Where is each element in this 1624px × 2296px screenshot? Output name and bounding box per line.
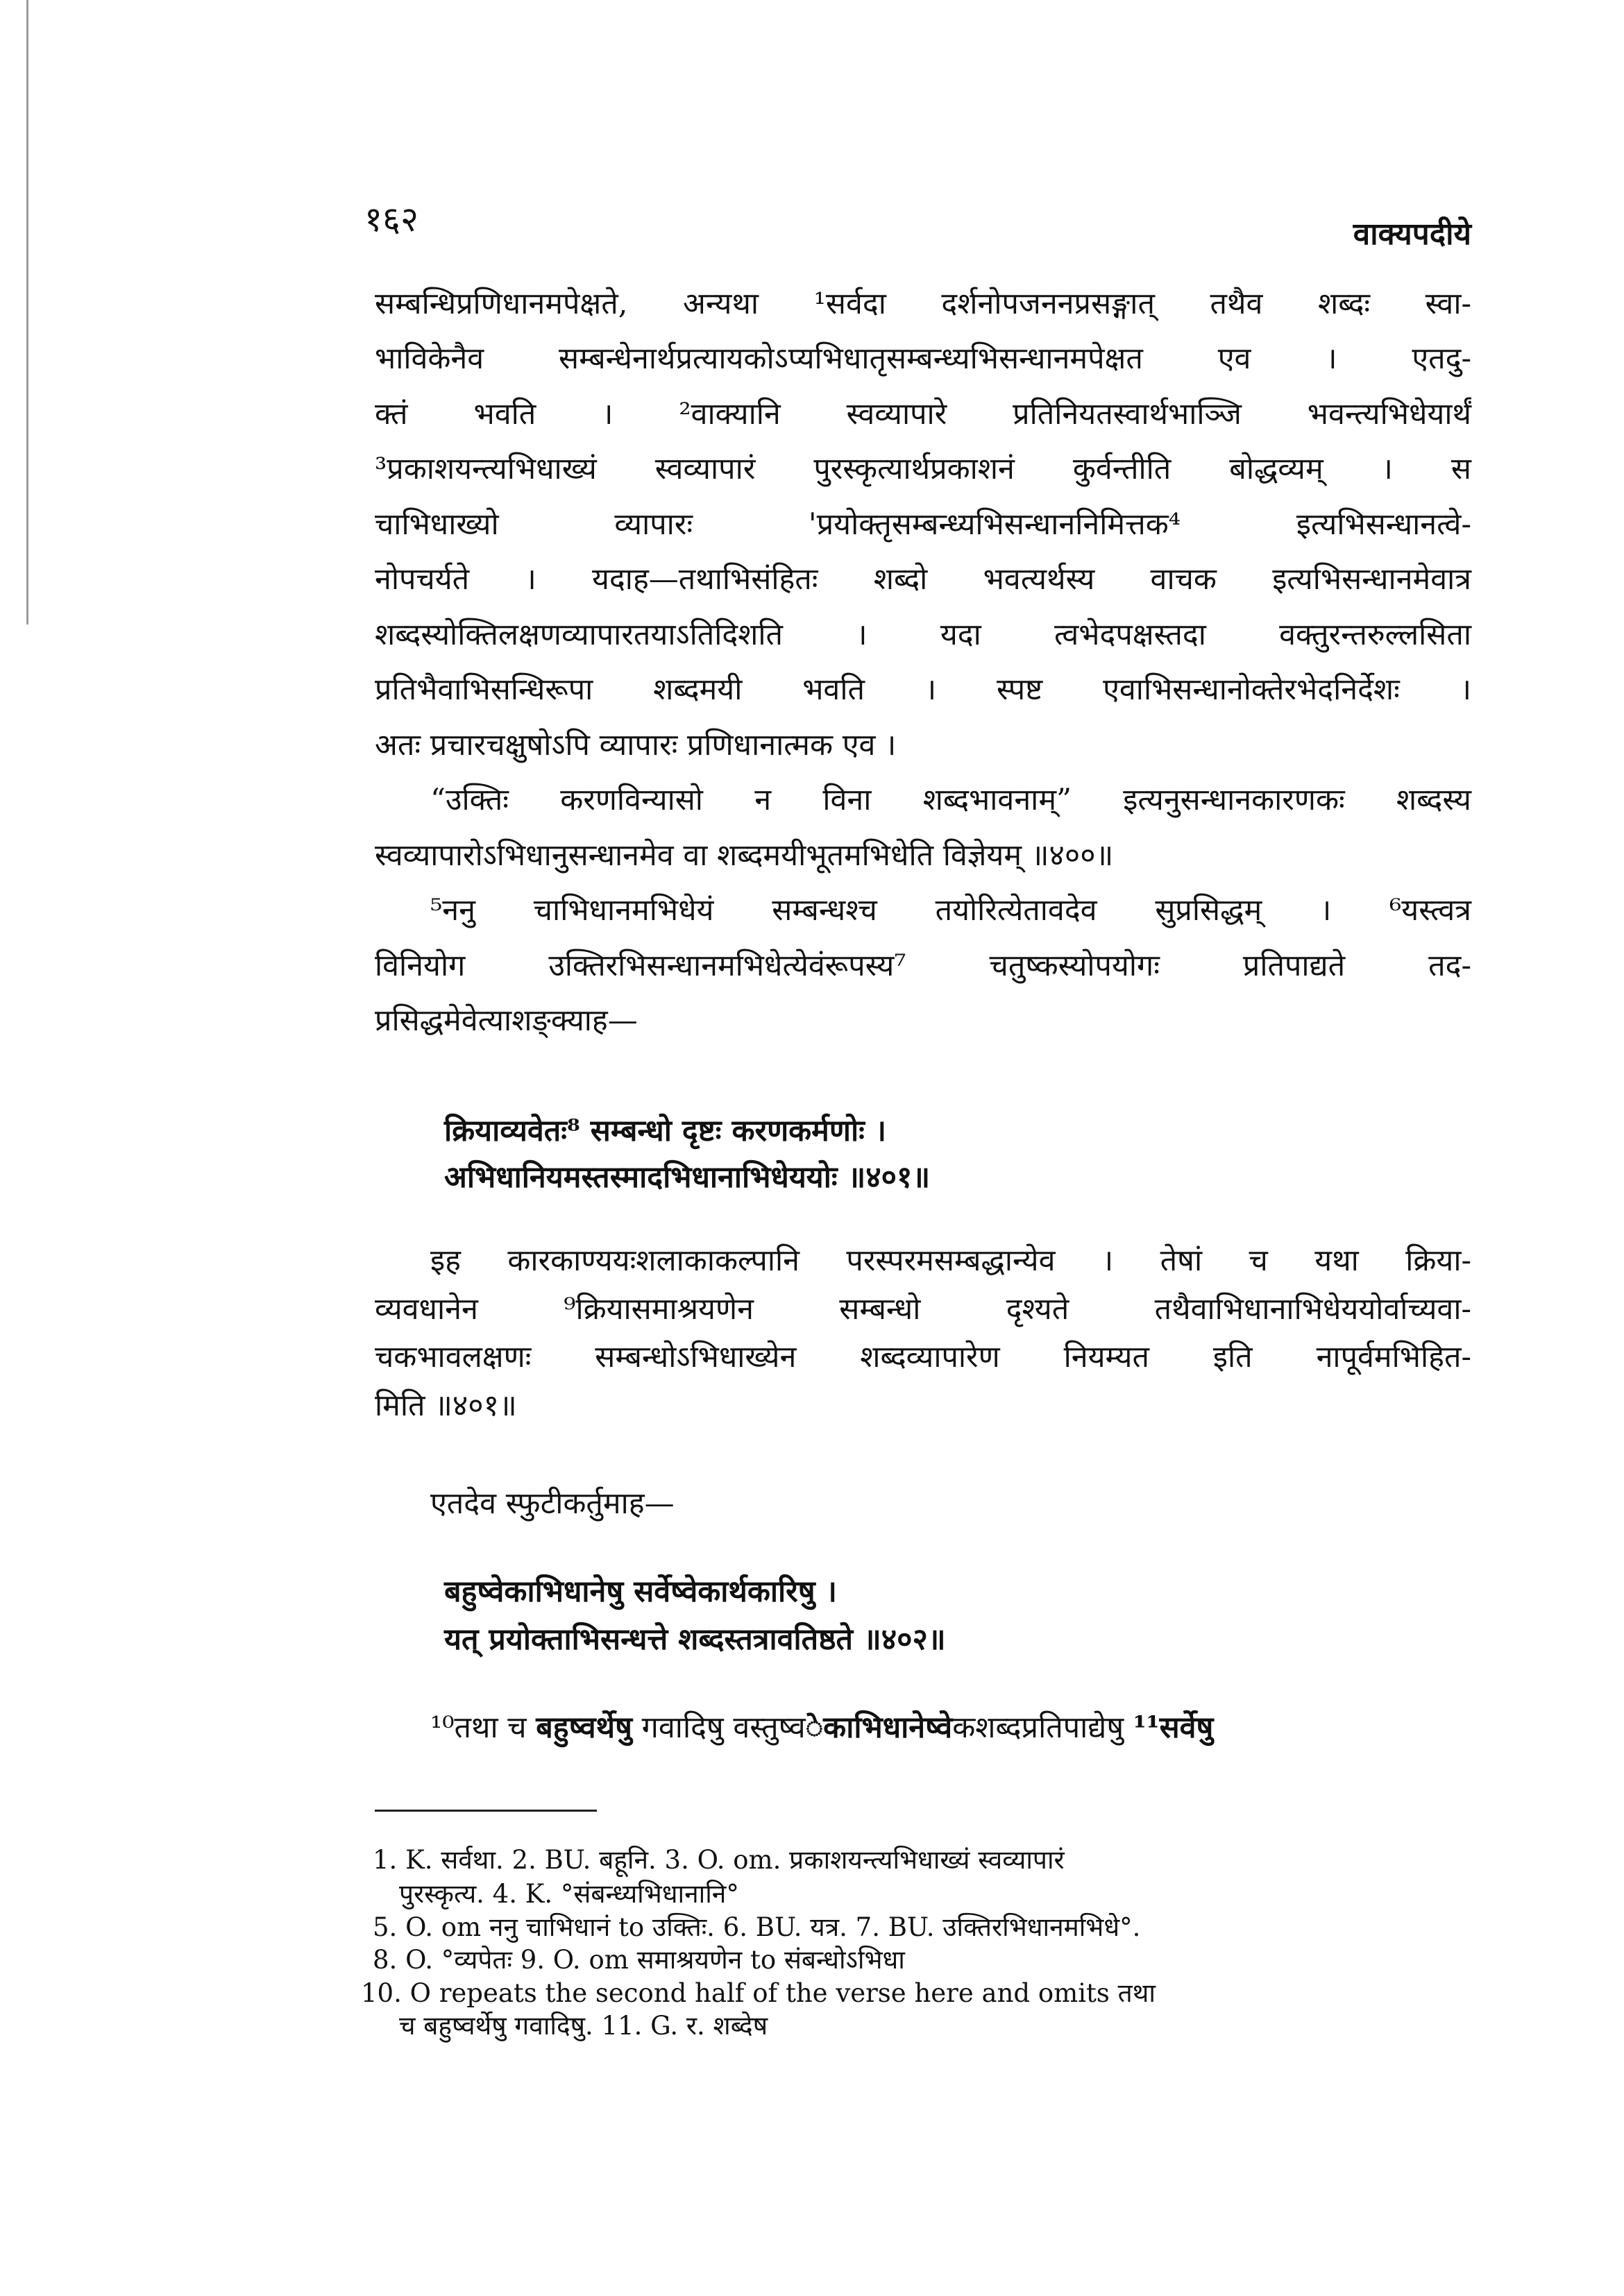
page-number: १६२ bbox=[364, 199, 418, 239]
verse-line: बहुष्वेकाभिधानेषु सर्वेष्वेकार्थकारिषु । bbox=[444, 1574, 837, 1609]
text-segment-bold: बहुष्वर्थेषु bbox=[536, 1710, 633, 1745]
running-title: वाक्यपदीये bbox=[1353, 216, 1471, 252]
text-line: स्वव्यापारोऽभिधानुसन्धानमेव वा शब्दमयीभूतमभिधेति विज्ञेयम् ॥४००॥ bbox=[375, 838, 1114, 873]
text-line bbox=[430, 1707, 1527, 1749]
text-line: चाभिधाख्यो व्यापारः 'प्रयोक्तृसम्बन्ध्यभिसन्धाननिमित्तक⁴ इत्यभिसन्धानत्वे- bbox=[375, 507, 1471, 542]
text-line: नोपचर्यते । यदाह—तथाभिसंहितः शब्दो भवत्यर्थस्य वाचक इत्यभिसन्धानमेवात्र bbox=[375, 562, 1471, 597]
footnote-line: पुरस्कृत्य. 4. K. °संबन्ध्यभिधानानि° bbox=[399, 1879, 739, 1909]
footnote-line: 5. O. om ननु चाभिधानं to उक्तिः. 6. BU. यत्र. 7. BU. उक्तिरभिधानमभिधे°. bbox=[373, 1912, 1141, 1942]
verse-line: यत् प्रयोक्ताभिसन्धत्ते शब्दस्तत्रावतिष्ठते ॥४०२॥ bbox=[444, 1622, 946, 1657]
text-line: मिति ॥४०१॥ bbox=[375, 1388, 517, 1423]
text-segment: ¹⁰तथा च bbox=[430, 1710, 536, 1745]
text-line: प्रसिद्धमेवेत्याशङ्क्याह— bbox=[375, 1003, 638, 1038]
verse-line: अभिधानियमस्तस्मादभिधानाभिधेययोः ॥४०१॥ bbox=[444, 1160, 931, 1195]
verse-line: क्रियाव्यवेतः⁸ सम्बन्धो दृष्टः करणकर्मणोः । bbox=[444, 1114, 887, 1148]
text-line: चकभावलक्षणः सम्बन्धोऽभिधाख्येन शब्दव्यापारेण नियम्यत इति नापूर्वमभिहित- bbox=[375, 1340, 1471, 1375]
text-segment-bold: ¹¹सर्वेषु bbox=[1133, 1710, 1214, 1745]
text-line: ³प्रकाशयन्त्यभिधाख्यं स्वव्यापारं पुरस्कृत्यार्थप्रकाशनं कुर्वन्तीति बोद्धव्यम् । स bbox=[375, 452, 1471, 486]
footnote-line: 10. O repeats the second half of the verse here and omits तथा bbox=[361, 1978, 1156, 2008]
text-line: सम्बन्धिप्रणिधानमपेक्षते, अन्यथा ¹सर्वदा दर्शनोपजननप्रसङ्गात् तथैव शब्दः स्वा- bbox=[375, 287, 1471, 321]
text-line: “उक्तिः करणविन्यासो न विना शब्दभावनाम्” इत्यनुसन्धानकारणकः शब्दस्य bbox=[430, 783, 1471, 817]
footnote-line: 1. K. सर्वथा. 2. BU. बहूनि. 3. O. om. प्रकाशयन्त्यभिधाख्यं स्वव्यापारं bbox=[373, 1845, 1065, 1875]
text-segment-bold: ेकाभिधानेष्वे bbox=[805, 1710, 953, 1745]
text-line: इह कारकाण्ययःशलाकाकल्पानि परस्परमसम्बद्धान्येव । तेषां च यथा क्रिया- bbox=[430, 1243, 1471, 1278]
text-line: विनियोग उक्तिरभिसन्धानमभिधेत्येवंरूपस्य⁷ चतुष्कस्योपयोगः प्रतिपाद्यते तद- bbox=[375, 949, 1471, 983]
scan-edge-line bbox=[26, 0, 28, 624]
text-line: ⁵ननु चाभिधानमभिधेयं सम्बन्धश्च तयोरित्येतावदेव सुप्रसिद्धम् । ⁶यस्त्वत्र bbox=[430, 893, 1471, 928]
text-line: भाविकेनैव सम्बन्धेनार्थप्रत्यायकोऽप्यभिधातृसम्बन्ध्यभिसन्धानमपेक्षत एव । एतदु- bbox=[375, 341, 1471, 376]
text-line: अतः प्रचारचक्षुषोऽपि व्यापारः प्रणिधानात्मक एव । bbox=[375, 728, 897, 763]
text-line: क्तं भवति । ²वाक्यानि स्वव्यापारे प्रतिनियतस्वार्थभाञ्जि भवन्त्यभिधेयार्थं bbox=[375, 397, 1471, 432]
text-line: व्यवधानेन ⁹क्रियासमाश्रयणेन सम्बन्धो दृश्यते तथैवाभिधानाभिधेययोर्वाच्यवा- bbox=[375, 1292, 1471, 1327]
text-line: शब्दस्योक्तिलक्षणव्यापारतयाऽतिदिशति । यदा त्वभेदपक्षस्तदा वक्तुरन्तरुल्लसिता bbox=[375, 618, 1471, 652]
footnote-line: च बहुष्वर्थेषु गवादिषु. 11. G. र. शब्देष bbox=[399, 2011, 768, 2041]
footnote-rule bbox=[375, 1810, 597, 1812]
footnote-line: 8. O. °व्यपेतः 9. O. om समाश्रयणेन to संबन्धोऽभिधा bbox=[373, 1945, 905, 1975]
text-segment: गवादिषु वस्तुष्व bbox=[632, 1710, 806, 1745]
intro-402: एतदेव स्फुटीकर्तुमाह— bbox=[430, 1486, 675, 1521]
text-segment: कशब्दप्रतिपाद्येषु bbox=[952, 1710, 1133, 1745]
text-line: प्रतिभैवाभिसन्धिरूपा शब्दमयी भवति । स्पष्ट एवाभिसन्धानोक्तेरभेदनिर्देशः । bbox=[375, 672, 1471, 707]
